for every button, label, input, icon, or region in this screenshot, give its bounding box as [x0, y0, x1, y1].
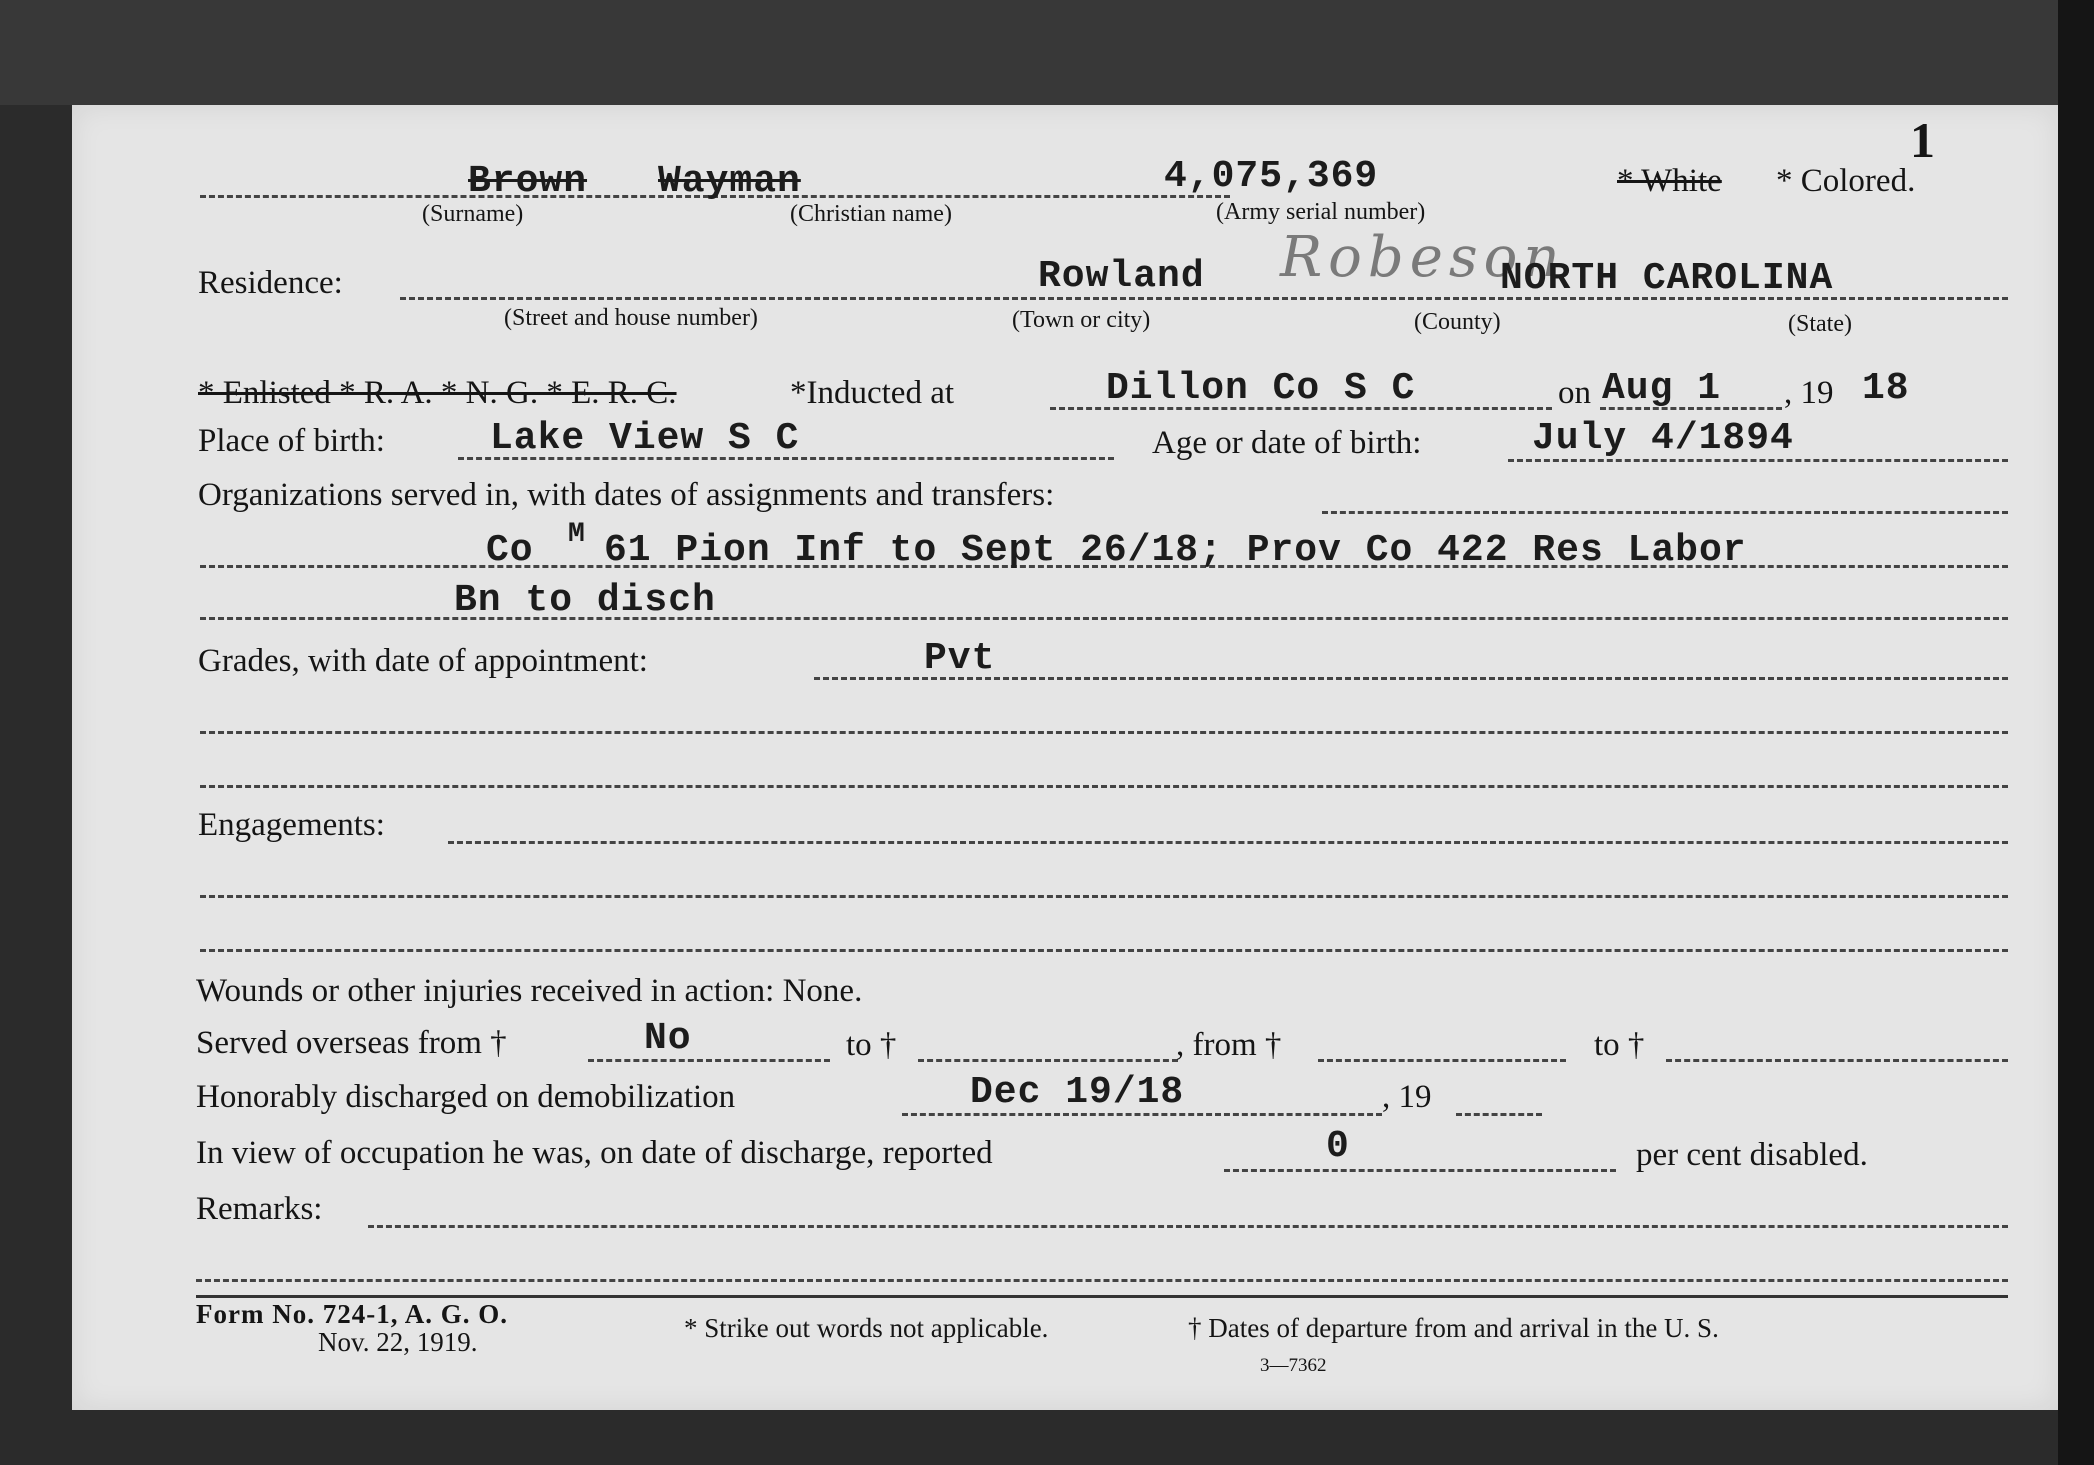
discharge-date-value: Dec 19/18: [970, 1071, 1185, 1114]
overseas-label: Served overseas from †: [196, 1025, 507, 1061]
organizations-value-line1: 61 Pion Inf to Sept 26/18; Prov Co 422 Res Labor: [604, 529, 1747, 572]
grades-label: Grades, with date of appointment:: [198, 643, 648, 679]
state-caption: (State): [1788, 311, 1852, 337]
organizations-label: Organizations served in, with dates of assignments and transfers:: [198, 477, 1055, 513]
town-value: Rowland: [1038, 255, 1205, 298]
inducted-date-value: Aug 1: [1602, 367, 1722, 410]
birthplace-value: Lake View S C: [490, 417, 800, 460]
residence-label: Residence:: [198, 265, 343, 301]
organizations-value-sup: M: [568, 519, 585, 550]
disability-line: [1224, 1169, 1616, 1172]
christian-name-caption: (Christian name): [790, 201, 952, 227]
footnote-strike: * Strike out words not applicable.: [684, 1313, 1049, 1343]
discharge-year-label: , 19: [1382, 1079, 1432, 1115]
discharge-label: Honorably discharged on demobilization: [196, 1079, 736, 1115]
surname-value: Brown: [468, 160, 588, 203]
footer-rule: [196, 1295, 2008, 1298]
footnote-dates: † Dates of departure from and arrival in the U. S.: [1188, 1313, 1719, 1343]
organizations-value-co: Co: [486, 529, 534, 572]
card-number: 1: [1910, 112, 1935, 168]
grades-line-2: [200, 785, 2008, 788]
disability-value: 0: [1326, 1125, 1350, 1168]
form-number: Form No. 724-1, A. G. O.: [196, 1299, 508, 1329]
wounds-text: Wounds or other injuries received in action: None.: [196, 973, 863, 1009]
overseas-to-line: [918, 1059, 1178, 1062]
overseas-from-line: [588, 1059, 830, 1062]
race-colored: * Colored.: [1776, 163, 1916, 199]
county-handwritten-value: Robeson: [1280, 225, 1566, 290]
town-caption: (Town or city): [1012, 307, 1151, 333]
disability-label: In view of occupation he was, on date of discharge, reported: [196, 1135, 993, 1171]
serial-caption: (Army serial number): [1216, 199, 1426, 225]
birthdate-label: Age or date of birth:: [1152, 425, 1422, 461]
disability-suffix: per cent disabled.: [1636, 1137, 1868, 1173]
christian-name-value: Wayman: [658, 160, 801, 203]
grades-value: Pvt: [924, 637, 996, 680]
inducted-at-label: *Inducted at: [790, 375, 955, 411]
remarks-label: Remarks:: [196, 1191, 323, 1227]
overseas-from2-line: [1318, 1059, 1566, 1062]
overseas-from-value: No: [644, 1017, 692, 1060]
organizations-line-0: [1322, 511, 2008, 514]
overseas-to2-label: to †: [1594, 1027, 1645, 1063]
engagements-line-0: [448, 841, 2008, 844]
grades-line-1: [200, 731, 2008, 734]
right-background: [2058, 0, 2094, 1465]
form-date: Nov. 22, 1919.: [318, 1327, 478, 1357]
county-caption: (County): [1414, 309, 1501, 335]
remarks-line-0: [368, 1225, 2008, 1228]
state-value: NORTH CAROLINA: [1500, 257, 1834, 300]
service-record-card: [72, 105, 2058, 1410]
remarks-line-1: [196, 1279, 2008, 1282]
overseas-to2-line: [1666, 1059, 2008, 1062]
birthplace-label: Place of birth:: [198, 423, 385, 459]
inducted-on-label: on: [1558, 375, 1591, 411]
overseas-from2-label: , from †: [1176, 1027, 1282, 1063]
inducted-year-suffix: 18: [1862, 367, 1910, 410]
inducted-place-value: Dillon Co S C: [1106, 367, 1416, 410]
street-caption: (Street and house number): [504, 305, 758, 331]
surname-caption: (Surname): [422, 201, 524, 227]
top-background: [0, 0, 2094, 105]
inducted-year-prefix: , 19: [1784, 375, 1834, 411]
serial-number-value: 4,075,369: [1164, 155, 1379, 198]
birthdate-value: July 4/1894: [1532, 417, 1794, 460]
engagements-line-1: [200, 895, 2008, 898]
race-white: * White: [1617, 163, 1722, 199]
engagements-line-2: [200, 949, 2008, 952]
engagements-label: Engagements:: [198, 807, 385, 843]
discharge-year-line: [1456, 1113, 1542, 1116]
enlistment-options-struck: * Enlisted * R. A. * N. G. * E. R. C.: [198, 375, 677, 411]
organizations-value-line2: Bn to disch: [454, 579, 716, 622]
print-code: 3—7362: [1260, 1355, 1327, 1376]
overseas-to-label: to †: [846, 1027, 897, 1063]
